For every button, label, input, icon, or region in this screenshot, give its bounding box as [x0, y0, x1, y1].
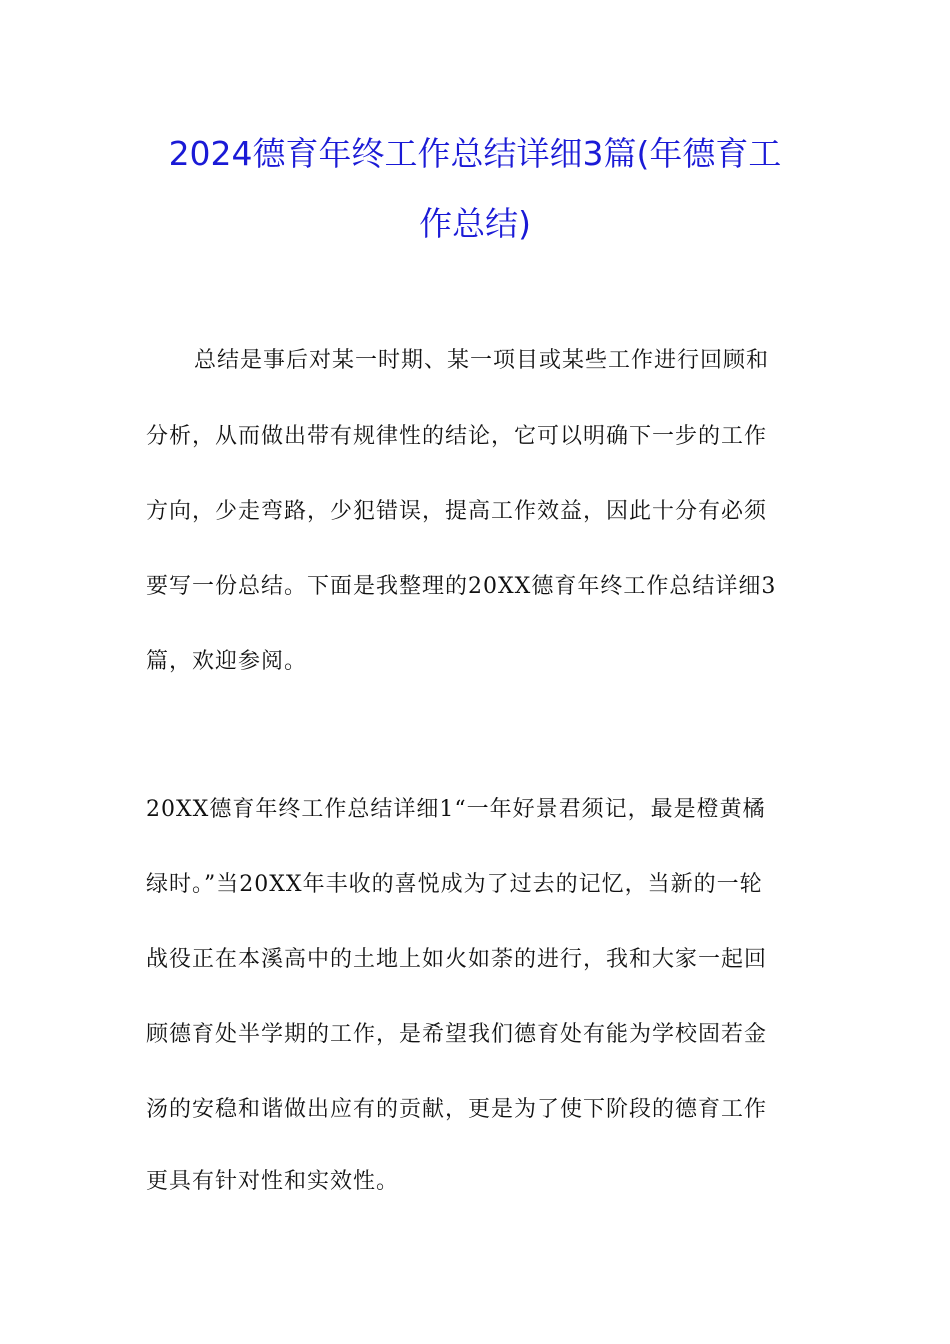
- intro-paragraph-line: 方向，少走弯路，少犯错误，提高工作效益，因此十分有必须: [146, 499, 768, 524]
- section1-paragraph-line: 绿时。”当20XX年丰收的喜悦成为了过去的记忆，当新的一轮: [146, 872, 763, 897]
- section1-paragraph-line: 战役正在本溪高中的土地上如火如荼的进行，我和大家一起回: [146, 947, 768, 972]
- document-title-line-2: 作总结): [419, 204, 531, 243]
- document-title-line-1: 2024德育年终工作总结详细3篇(年德育工: [168, 134, 782, 173]
- section1-paragraph-line: 20XX德育年终工作总结详细1“一年好景君须记，最是橙黄橘: [146, 797, 766, 822]
- intro-paragraph-line: 总结是事后对某一时期、某一项目或某些工作进行回顾和: [194, 348, 770, 373]
- section1-paragraph-line: 顾德育处半学期的工作，是希望我们德育处有能为学校固若金: [146, 1022, 768, 1047]
- intro-paragraph-line: 篇，欢迎参阅。: [146, 649, 308, 674]
- section1-paragraph-line: 更具有针对性和实效性。: [146, 1169, 400, 1194]
- intro-paragraph-line: 要写一份总结。下面是我整理的20XX德育年终工作总结详细3: [146, 574, 777, 599]
- section1-paragraph-line: 汤的安稳和谐做出应有的贡献，更是为了使下阶段的德育工作: [146, 1097, 768, 1122]
- intro-paragraph-line: 分析，从而做出带有规律性的结论，它可以明确下一步的工作: [146, 424, 768, 449]
